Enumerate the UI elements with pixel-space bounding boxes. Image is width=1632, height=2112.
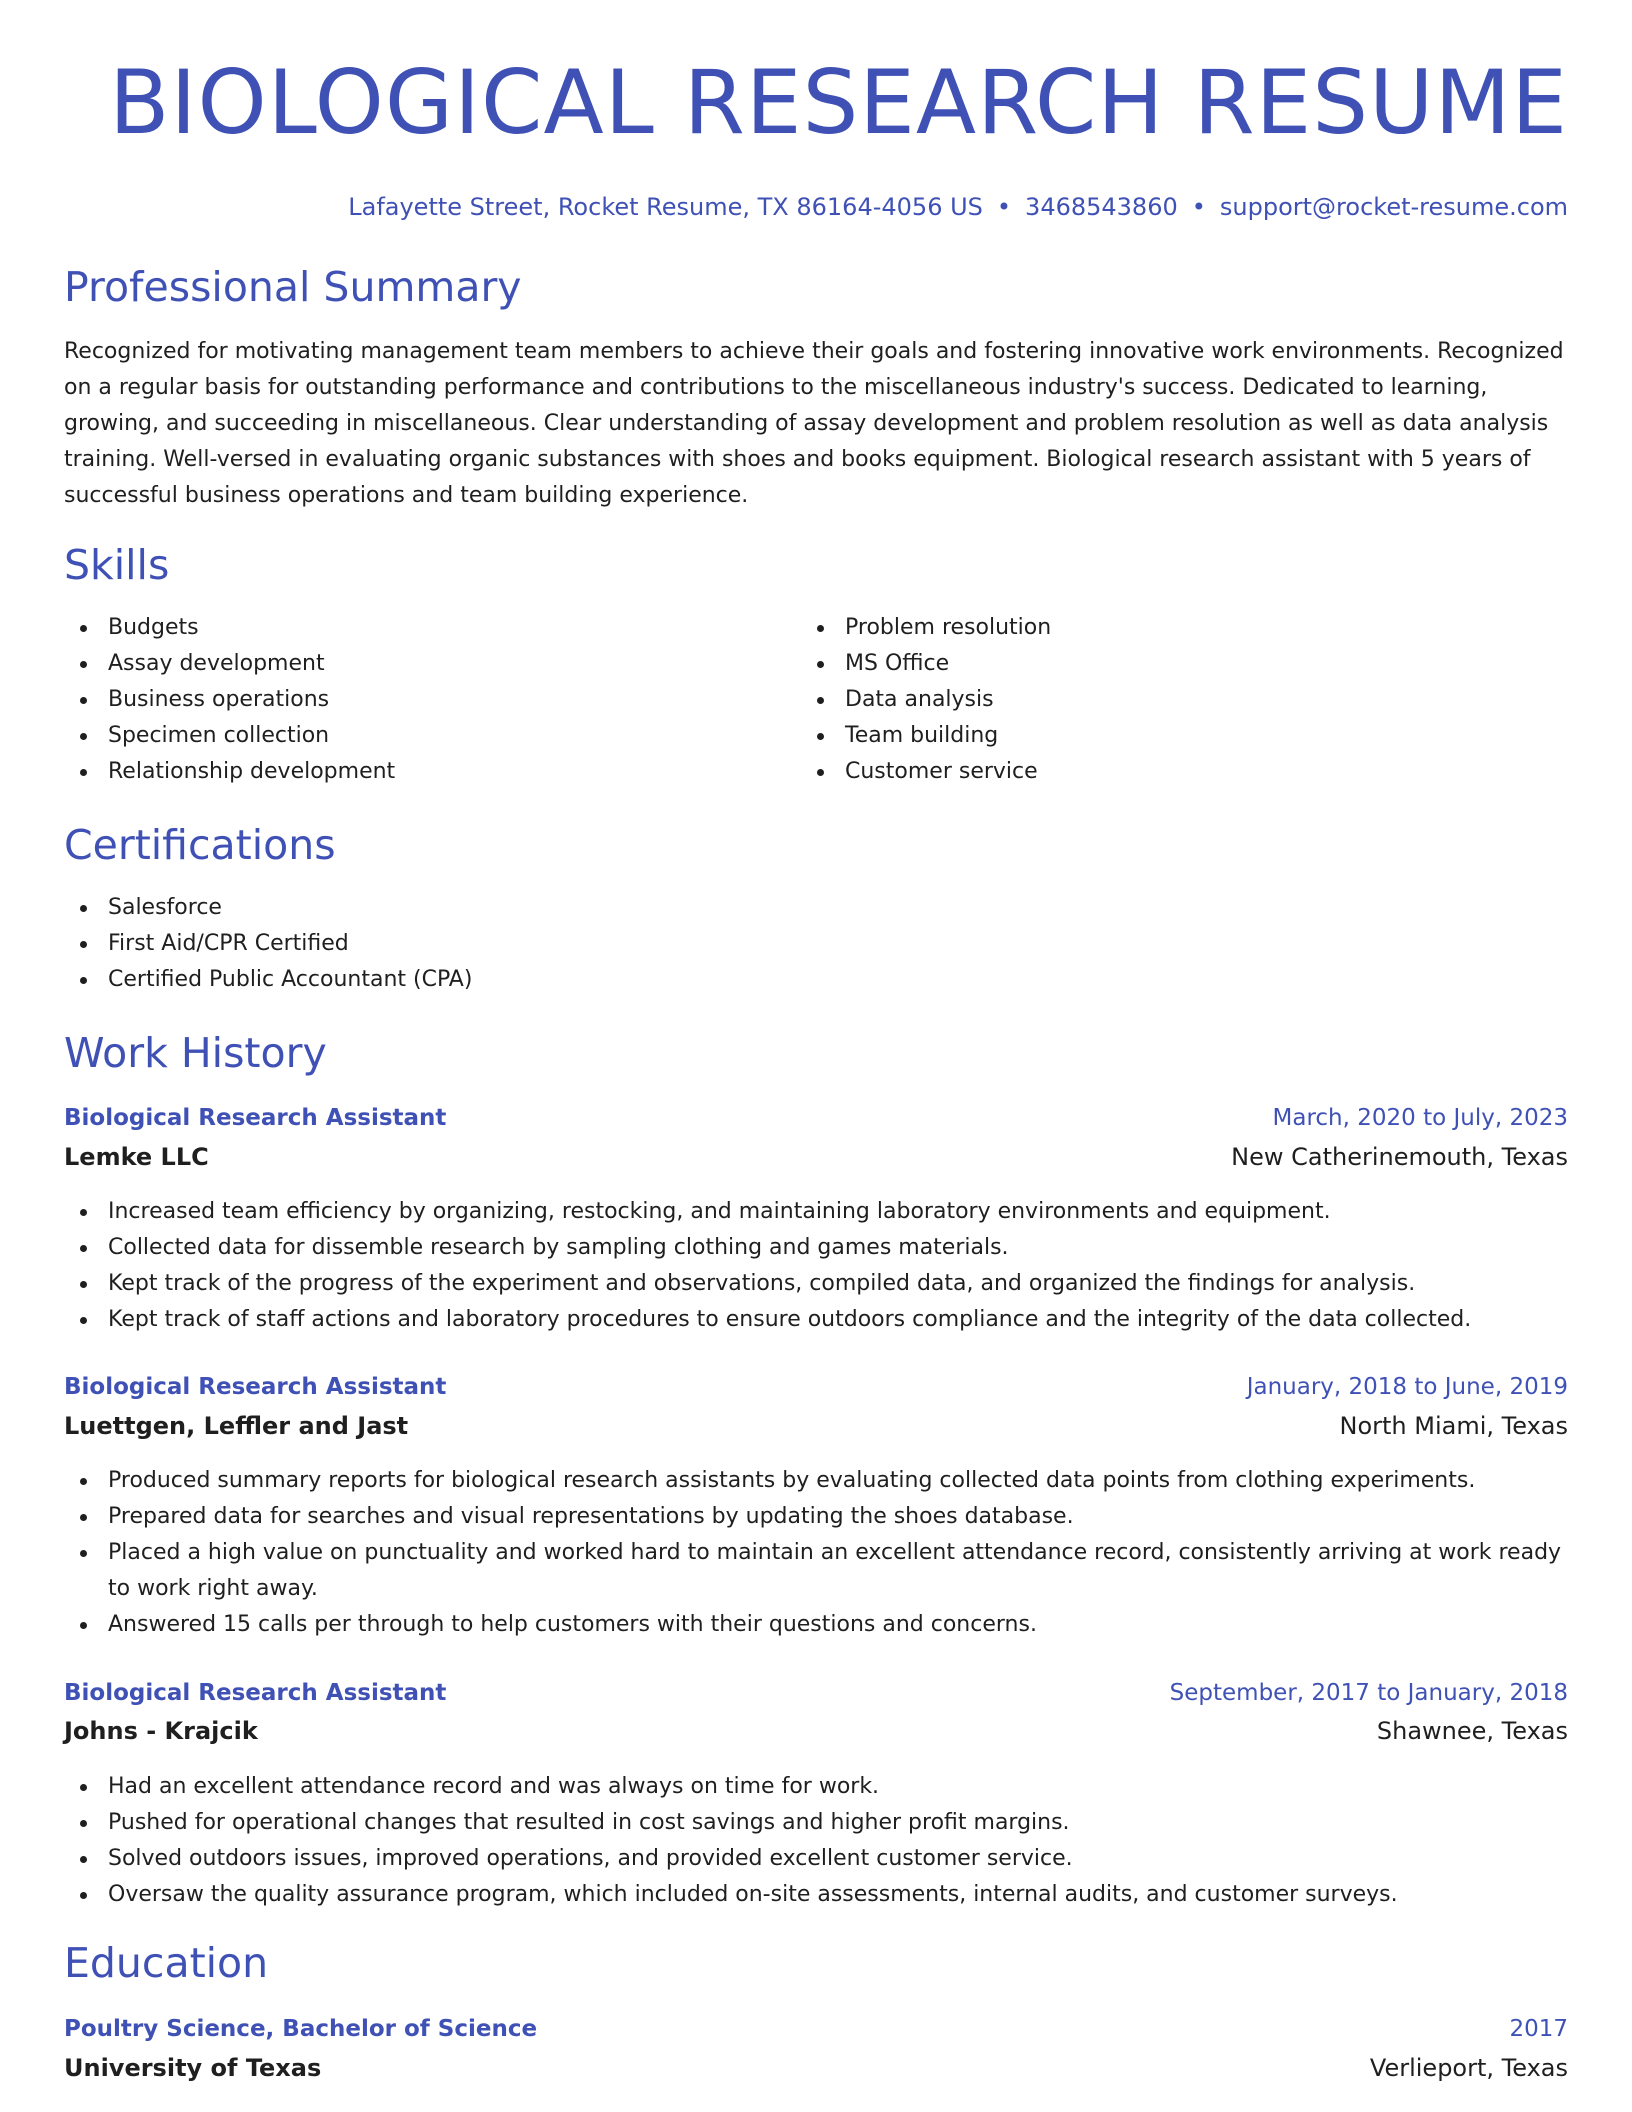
job-bullet: Kept track of staff actions and laboratory procedures to ensure outdoors compliance and the integrity of the data collected.	[64, 1302, 1568, 1338]
job-title-row	[64, 1370, 1568, 1406]
job-company-row	[64, 1408, 1568, 1444]
certification-item: Salesforce	[64, 890, 1564, 926]
education-location: Verlieport, Texas	[1369, 2054, 1568, 2082]
job-location: North Miami, Texas	[1339, 1412, 1568, 1440]
skill-item: Assay development	[64, 646, 764, 682]
job-company: Lemke LLC	[64, 1143, 209, 1171]
resume-name: BIOLOGICAL RESEARCH RESUME	[109, 51, 1568, 154]
job-bullet: Produced summary reports for biological research assistants by evaluating collected data points from clothing experiments.	[64, 1463, 1568, 1499]
summary-text: Recognized for motivating management team members to achieve their goals and fostering innovative work environments. Recognized on a regular basis for outstanding performance and contributions to the miscellaneous industry's success. Dedicated to learning, growing, and succeeding in miscellaneous. Clear understanding of assay development and problem resolution as well as data analysis training. Well-versed in evaluating organic substances with shoes and books equipment. Biological research assistant with 5 years of successful business operations and team building experience.	[64, 339, 1564, 508]
skill-item: Team building	[801, 718, 1501, 754]
skill-item: Data analysis	[801, 682, 1501, 718]
education-heading: Education	[64, 1939, 269, 1987]
education-degree: Poultry Science, Bachelor of Science	[64, 2016, 538, 2042]
job-title: Biological Research Assistant	[64, 1374, 447, 1400]
contact-line	[64, 191, 1568, 223]
job-bullet: Pushed for operational changes that resulted in cost savings and higher profit margins.	[64, 1805, 1568, 1841]
job-bullet: Solved outdoors issues, improved operations, and provided excellent customer service.	[64, 1841, 1568, 1877]
job-dates: January, 2018 to June, 2019	[1246, 1374, 1568, 1400]
job-title: Biological Research Assistant	[64, 1105, 447, 1131]
job-location: New Catherinemouth, Texas	[1231, 1143, 1568, 1171]
job-company-row	[64, 1713, 1568, 1749]
contact-separator: •	[1191, 193, 1206, 221]
job-bullets	[64, 1463, 1568, 1643]
skill-item: Relationship development	[64, 754, 764, 790]
skill-item: Customer service	[801, 754, 1501, 790]
summary-heading: Professional Summary	[64, 263, 522, 311]
skill-item: Problem resolution	[801, 610, 1501, 646]
skill-item: Budgets	[64, 610, 764, 646]
job-company: Johns - Krajcik	[64, 1717, 258, 1745]
job-bullet: Increased team efficiency by organizing, restocking, and maintaining laboratory environments and equipment.	[64, 1194, 1568, 1230]
skill-item: Business operations	[64, 682, 764, 718]
skill-item: Specimen collection	[64, 718, 764, 754]
education-year: 2017	[1509, 2016, 1568, 2042]
contact-address: Lafayette Street, Rocket Resume, TX 86164-4056 US	[348, 193, 983, 221]
job-company: Luettgen, Leffler and Jast	[64, 1412, 409, 1440]
certification-item: First Aid/CPR Certified	[64, 926, 1564, 962]
skills-heading: Skills	[64, 541, 170, 589]
work-history-heading: Work History	[64, 1029, 327, 1077]
certifications-heading: Certifications	[64, 821, 336, 869]
job-title: Biological Research Assistant	[64, 1680, 447, 1706]
certification-item: Certified Public Accountant (CPA)	[64, 962, 1564, 998]
contact-email[interactable]: support@rocket-resume.com	[1219, 193, 1568, 221]
job-company-row	[64, 1139, 1568, 1175]
education-school: University of Texas	[64, 2054, 322, 2082]
job-dates: March, 2020 to July, 2023	[1272, 1105, 1568, 1131]
job-bullet: Had an excellent attendance record and was always on time for work.	[64, 1769, 1568, 1805]
job-bullet: Kept track of the progress of the experiment and observations, compiled data, and organized the findings for analysis.	[64, 1266, 1568, 1302]
job-title-row	[64, 1101, 1568, 1137]
education-school-row	[64, 2050, 1568, 2086]
contact-separator: •	[996, 193, 1012, 221]
job-bullet: Answered 15 calls per through to help customers with their questions and concerns.	[64, 1607, 1568, 1643]
contact-phone[interactable]: 3468543860	[1025, 193, 1178, 221]
job-bullet: Prepared data for searches and visual representations by updating the shoes database.	[64, 1499, 1568, 1535]
resume-header	[64, 48, 1568, 223]
education-degree-row	[64, 2012, 1568, 2048]
job-bullet: Collected data for dissemble research by sampling clothing and games materials.	[64, 1230, 1568, 1266]
job-dates: September, 2017 to January, 2018	[1169, 1680, 1568, 1706]
certifications-list	[64, 890, 1564, 998]
job-bullet: Placed a high value on punctuality and worked hard to maintain an excellent attendance record, consistently arriving at work ready to work right away.	[64, 1535, 1568, 1607]
skills-list-left	[64, 610, 764, 790]
job-bullet: Oversaw the quality assurance program, which included on-site assessments, internal audits, and customer surveys.	[64, 1877, 1568, 1913]
job-location: Shawnee, Texas	[1376, 1717, 1568, 1745]
skills-list-right	[801, 610, 1501, 790]
job-title-row	[64, 1676, 1568, 1712]
job-bullets	[64, 1769, 1568, 1913]
skill-item: MS Office	[801, 646, 1501, 682]
job-bullets	[64, 1194, 1568, 1338]
